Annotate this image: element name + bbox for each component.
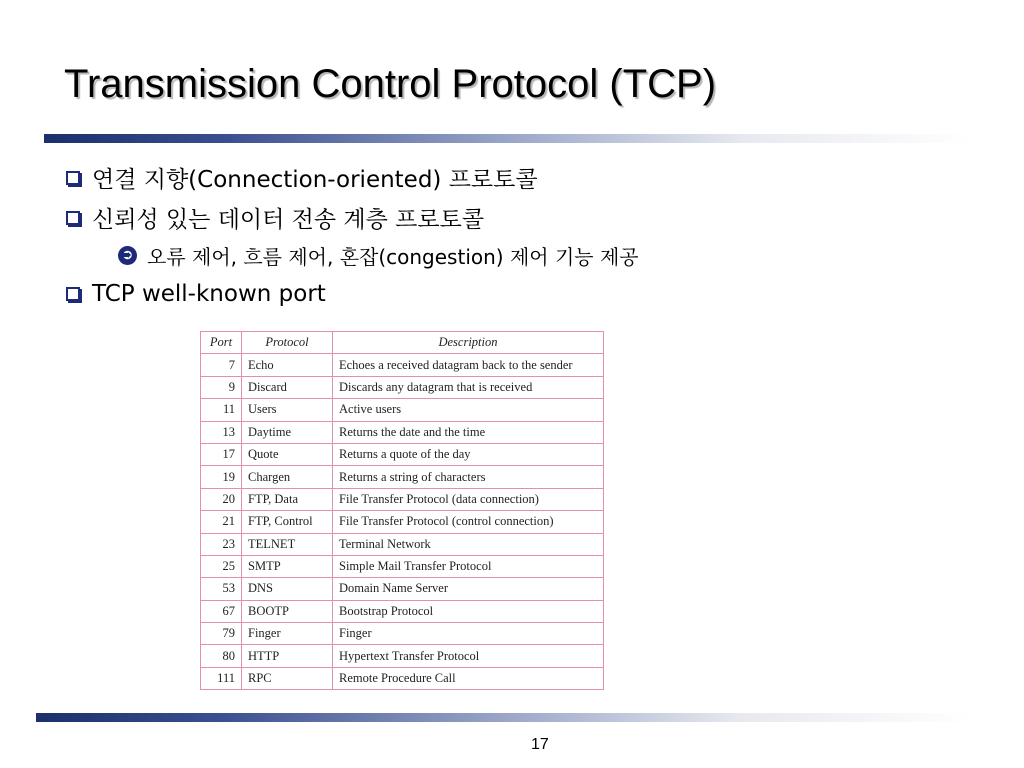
protocol-cell: SMTP: [242, 555, 333, 577]
protocol-cell: DNS: [242, 578, 333, 600]
bullet-item: [66, 161, 538, 194]
description-cell: Returns a quote of the day: [333, 443, 604, 465]
description-cell: Returns the date and the time: [333, 421, 604, 443]
page-number: 17: [531, 736, 549, 753]
port-cell: 11: [201, 399, 242, 421]
table-row: [201, 555, 604, 577]
port-cell: 67: [201, 600, 242, 622]
table-row: [201, 578, 604, 600]
description-cell: Discards any datagram that is received: [333, 376, 604, 398]
protocol-cell: FTP, Control: [242, 511, 333, 533]
bullet-item: [66, 201, 484, 234]
column-header-description: Description: [333, 332, 604, 354]
port-cell: 80: [201, 645, 242, 667]
table-row: [201, 354, 604, 376]
protocol-cell: FTP, Data: [242, 488, 333, 510]
square-bullet-icon: [66, 211, 80, 225]
title-divider: [44, 134, 974, 143]
table-row: [201, 667, 604, 689]
description-cell: Active users: [333, 399, 604, 421]
description-cell: Finger: [333, 623, 604, 645]
table-row: [201, 443, 604, 465]
protocol-cell: Finger: [242, 623, 333, 645]
port-cell: 21: [201, 511, 242, 533]
tcp-port-table: [200, 331, 604, 690]
slide-title: Transmission Control Protocol (TCP): [64, 62, 717, 106]
description-cell: Echoes a received datagram back to the sender: [333, 354, 604, 376]
table-row: [201, 623, 604, 645]
port-cell: 17: [201, 443, 242, 465]
table-row: [201, 376, 604, 398]
protocol-cell: HTTP: [242, 645, 333, 667]
description-cell: Domain Name Server: [333, 578, 604, 600]
table-row: [201, 511, 604, 533]
description-cell: File Transfer Protocol (control connection): [333, 511, 604, 533]
square-bullet-icon: [66, 287, 80, 301]
protocol-cell: Echo: [242, 354, 333, 376]
table-row: [201, 645, 604, 667]
protocol-cell: Discard: [242, 376, 333, 398]
bullet-text: 오류 제어, 흐름 제어, 혼잡(congestion) 제어 기능 제공: [147, 245, 639, 269]
protocol-cell: Quote: [242, 443, 333, 465]
description-cell: Remote Procedure Call: [333, 667, 604, 689]
port-cell: 79: [201, 623, 242, 645]
bullet-text: 연결 지향(Connection-oriented) 프로토콜: [92, 167, 538, 193]
protocol-cell: RPC: [242, 667, 333, 689]
square-bullet-icon: [66, 171, 80, 185]
description-cell: Hypertext Transfer Protocol: [333, 645, 604, 667]
port-cell: 20: [201, 488, 242, 510]
footer-divider: [36, 713, 974, 722]
column-header-protocol: Protocol: [242, 332, 333, 354]
column-header-port: Port: [201, 332, 242, 354]
bullet-text: 신뢰성 있는 데이터 전송 계층 프로토콜: [92, 207, 485, 233]
port-cell: 23: [201, 533, 242, 555]
port-cell: 53: [201, 578, 242, 600]
protocol-cell: Users: [242, 399, 333, 421]
table-row: [201, 488, 604, 510]
protocol-cell: Daytime: [242, 421, 333, 443]
table-header-row: [201, 332, 604, 354]
table-row: [201, 466, 604, 488]
protocol-cell: BOOTP: [242, 600, 333, 622]
bullet-text: TCP well-known port: [92, 281, 326, 307]
port-cell: 19: [201, 466, 242, 488]
description-cell: Returns a string of characters: [333, 466, 604, 488]
description-cell: Bootstrap Protocol: [333, 600, 604, 622]
protocol-cell: TELNET: [242, 533, 333, 555]
table-row: [201, 399, 604, 421]
protocol-cell: Chargen: [242, 466, 333, 488]
port-cell: 25: [201, 555, 242, 577]
description-cell: Simple Mail Transfer Protocol: [333, 555, 604, 577]
port-cell: 111: [201, 667, 242, 689]
port-cell: 7: [201, 354, 242, 376]
port-cell: 13: [201, 421, 242, 443]
table-row: [201, 533, 604, 555]
table-row: [201, 421, 604, 443]
description-cell: File Transfer Protocol (data connection): [333, 488, 604, 510]
arrow-bullet-icon: ➲: [118, 246, 137, 265]
port-cell: 9: [201, 376, 242, 398]
sub-bullet-item: [118, 241, 639, 270]
description-cell: Terminal Network: [333, 533, 604, 555]
bullet-item: [66, 281, 326, 307]
table-row: [201, 600, 604, 622]
